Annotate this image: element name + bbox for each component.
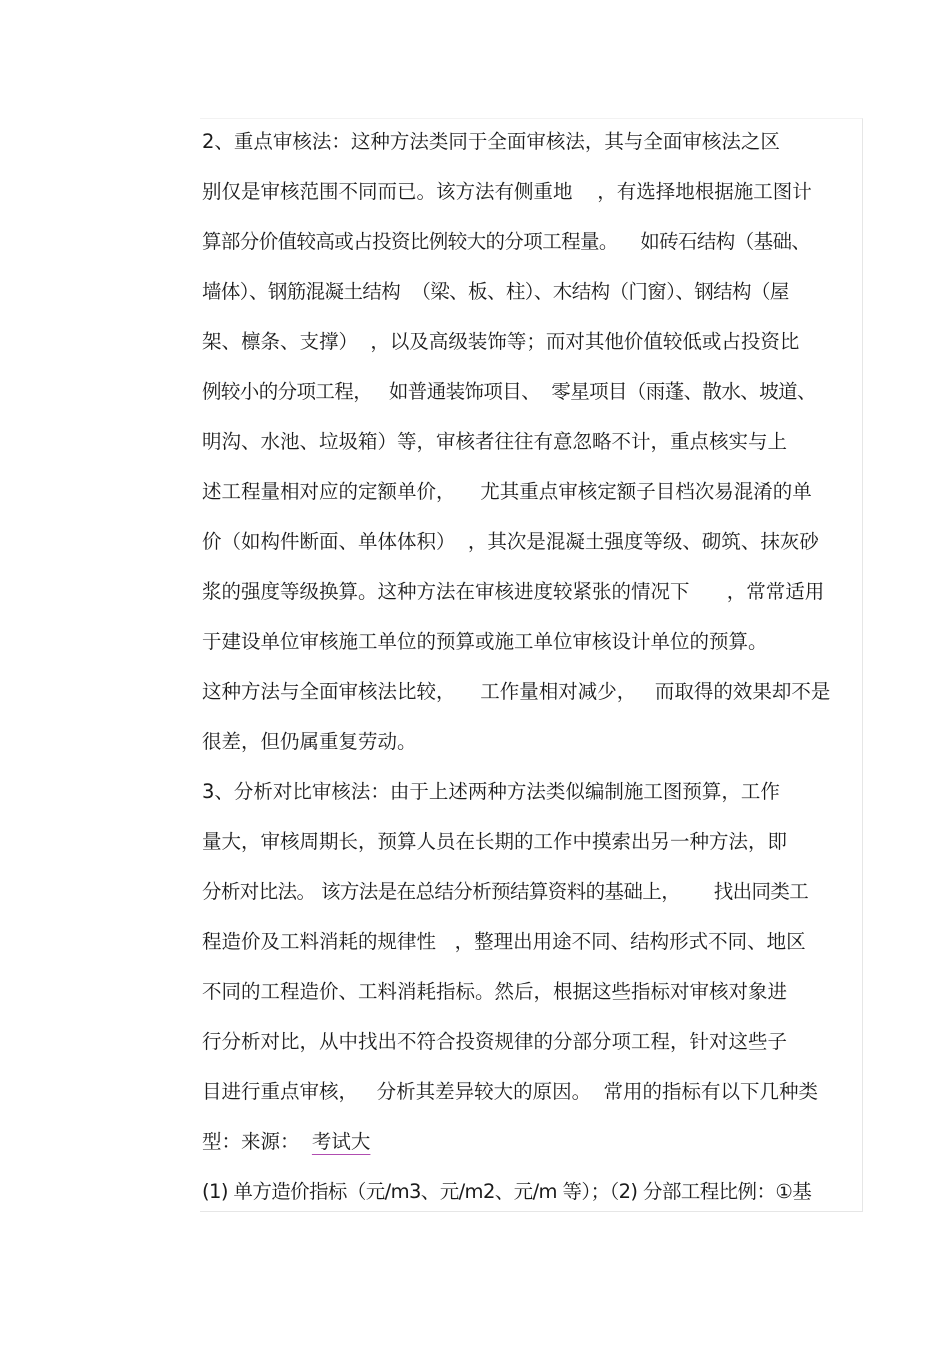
text-line: 于建设单位审核施工单位的预算或施工单位审核设计单位的预算。 <box>202 630 768 653</box>
text-line: 架、檩条、支撑） ，以及高级装饰等；而对其他价值较低或占投资比 <box>202 330 800 353</box>
text-line: 浆的强度等级换算。这种方法在审核进度较紧张的情况下 ，常常适用 <box>202 580 825 603</box>
text-line: 行分析对比，从中找出不符合投资规律的分部分项工程，针对这些子 <box>202 1030 788 1053</box>
text-line: 这种方法与全面审核法比较， 工作量相对减少， 而取得的效果却不是 <box>202 680 831 703</box>
text-line: 分析对比法。 该方法是在总结分析预结算资料的基础上， 找出同类工 <box>202 880 809 903</box>
source-link[interactable]: 考试大 <box>311 1130 371 1153</box>
text-line: 很差，但仍属重复劳动。 <box>202 730 417 753</box>
text-line: 不同的工程造价、工料消耗指标。然后，根据这些指标对审核对象进 <box>202 980 788 1003</box>
text-line: 算部分价值较高或占投资比例较大的分项工程量。 如砖石结构（基础、 <box>202 230 811 253</box>
document-body <box>202 123 866 1223</box>
text-line: 2、重点审核法：这种方法类同于全面审核法，其与全面审核法之区 <box>202 130 780 153</box>
text-line: 例较小的分项工程， 如普通装饰项目、 零星项目（雨蓬、散水、坡道、 <box>202 380 816 403</box>
text-line: 墙体）、钢筋混凝土结构 （梁、板、柱）、木结构（门窗）、钢结构（屋 <box>202 280 789 303</box>
text-line: 述工程量相对应的定额单价， 尤其重点审核定额子目档次易混淆的单 <box>202 480 812 503</box>
text-line: (1) 单方造价指标（元/m3、元/m2、元/m 等）；（2) 分部工程比例：①基 <box>202 1180 812 1203</box>
source-line <box>202 1123 866 1173</box>
text-line: 目进行重点审核， 分析其差异较大的原因。 常用的指标有以下几种类 <box>202 1080 818 1103</box>
text-line: 价（如构件断面、单体体积） ，其次是混凝土强度等级、砌筑、抹灰砂 <box>202 530 819 553</box>
text-line: 量大，审核周期长，预算人员在长期的工作中摸索出另一种方法，即 <box>202 830 788 853</box>
text-line: 3、分析对比审核法：由于上述两种方法类似编制施工图预算，工作 <box>202 780 780 803</box>
source-label: 型：来源： <box>202 1130 312 1153</box>
text-line: 别仅是审核范围不同而已。该方法有侧重地 ，有选择地根据施工图计 <box>202 180 812 203</box>
text-line: 程造价及工料消耗的规律性 ，整理出用途不同、结构形式不同、地区 <box>202 930 806 953</box>
text-line: 明沟、水池、垃圾箱）等，审核者往往有意忽略不计，重点核实与上 <box>202 430 788 453</box>
